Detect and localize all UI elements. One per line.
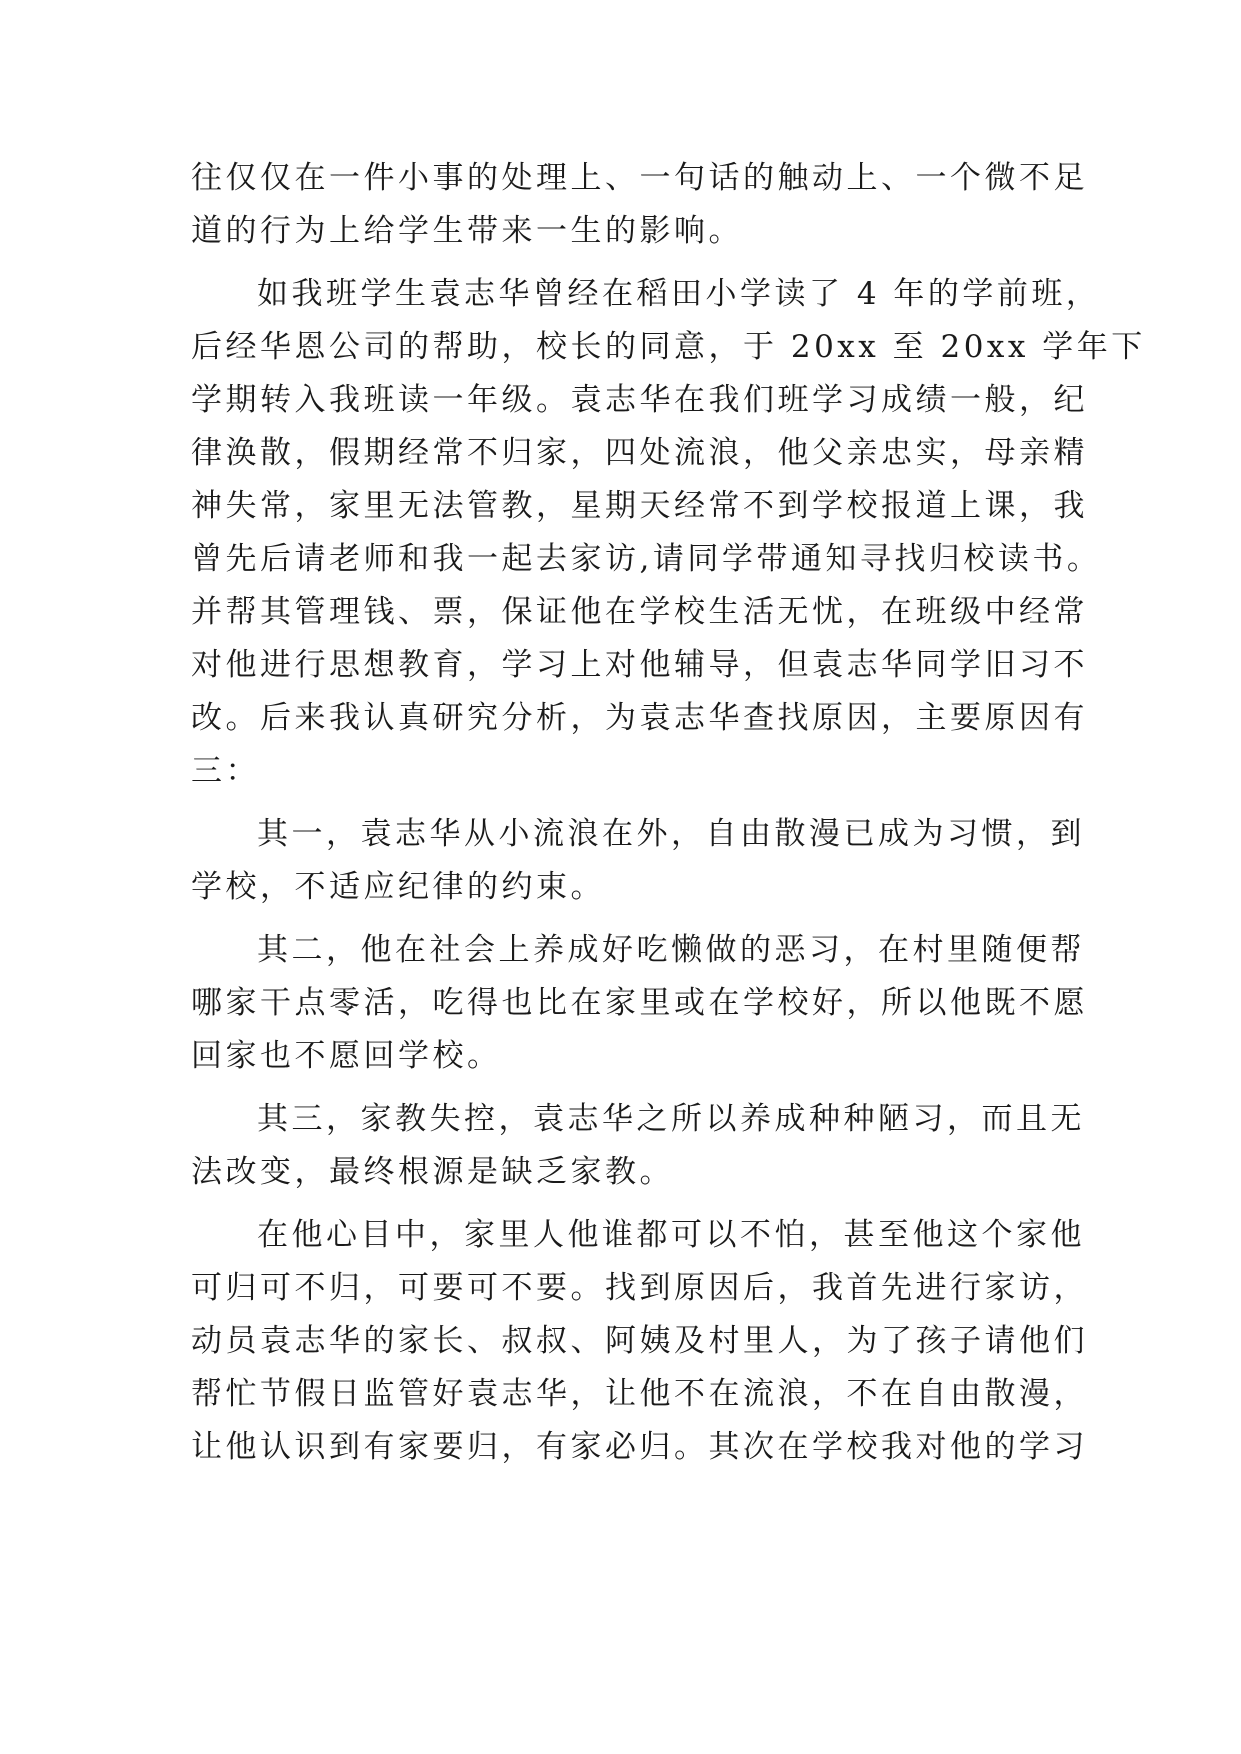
- paragraph-1: [191, 152, 1088, 258]
- text-line: 回家也不愿回学校。: [191, 1038, 502, 1074]
- text-line: 学校，不适应纪律的约束。: [191, 869, 605, 905]
- text-line: 曾先后请老师和我一起去家访,请同学带通知寻找归校读书。: [191, 541, 1102, 577]
- text-line: 帮忙节假日监管好袁志华，让他不在流浪，不在自由散漫，: [191, 1376, 1088, 1412]
- document-body: [191, 152, 1146, 1474]
- text-line: 其二，他在社会上养成好吃懒做的恶习，在村里随便帮: [257, 932, 1085, 968]
- text-line: 并帮其管理钱、票，保证他在学校生活无忧，在班级中经常: [191, 594, 1088, 630]
- paragraph-2: [191, 268, 1146, 798]
- paragraph-4: [191, 924, 1088, 1083]
- text-line: 可归可不归，可要可不要。找到原因后，我首先进行家访，: [191, 1270, 1088, 1306]
- text-line: 后经华恩公司的帮助，校长的同意，于 20xx 至 20xx 学年下: [191, 329, 1146, 365]
- paragraph-3: [191, 808, 1085, 914]
- text-line: 在他心目中，家里人他谁都可以不怕，甚至他这个家他: [257, 1217, 1085, 1253]
- text-line: 让他认识到有家要归，有家必归。其次在学校我对他的学习: [191, 1429, 1088, 1465]
- text-line: 动员袁志华的家长、叔叔、阿姨及村里人，为了孩子请他们: [191, 1323, 1088, 1359]
- text-line: 道的行为上给学生带来一生的影响。: [191, 213, 743, 249]
- text-line: 律涣散，假期经常不归家，四处流浪，他父亲忠实，母亲精: [191, 435, 1088, 471]
- paragraph-5: [191, 1093, 1085, 1199]
- text-line: 其三，家教失控，袁志华之所以养成种种陋习，而且无: [257, 1101, 1085, 1137]
- text-line: 学期转入我班读一年级。袁志华在我们班学习成绩一般，纪: [191, 382, 1088, 418]
- text-line: 三：: [191, 753, 260, 789]
- text-line: 对他进行思想教育，学习上对他辅导，但袁志华同学旧习不: [191, 647, 1088, 683]
- text-line: 哪家干点零活，吃得也比在家里或在学校好，所以他既不愿: [191, 985, 1088, 1021]
- paragraph-6: [191, 1209, 1088, 1474]
- text-line: 如我班学生袁志华曾经在稻田小学读了 4 年的学前班，: [257, 276, 1101, 312]
- text-line: 往仅仅在一件小事的处理上、一句话的触动上、一个微不足: [191, 160, 1088, 196]
- text-line: 改。后来我认真研究分析，为袁志华查找原因，主要原因有: [191, 700, 1088, 736]
- text-line: 法改变，最终根源是缺乏家教。: [191, 1154, 674, 1190]
- text-line: 其一，袁志华从小流浪在外，自由散漫已成为习惯，到: [257, 816, 1085, 852]
- text-line: 神失常，家里无法管教，星期天经常不到学校报道上课，我: [191, 488, 1088, 524]
